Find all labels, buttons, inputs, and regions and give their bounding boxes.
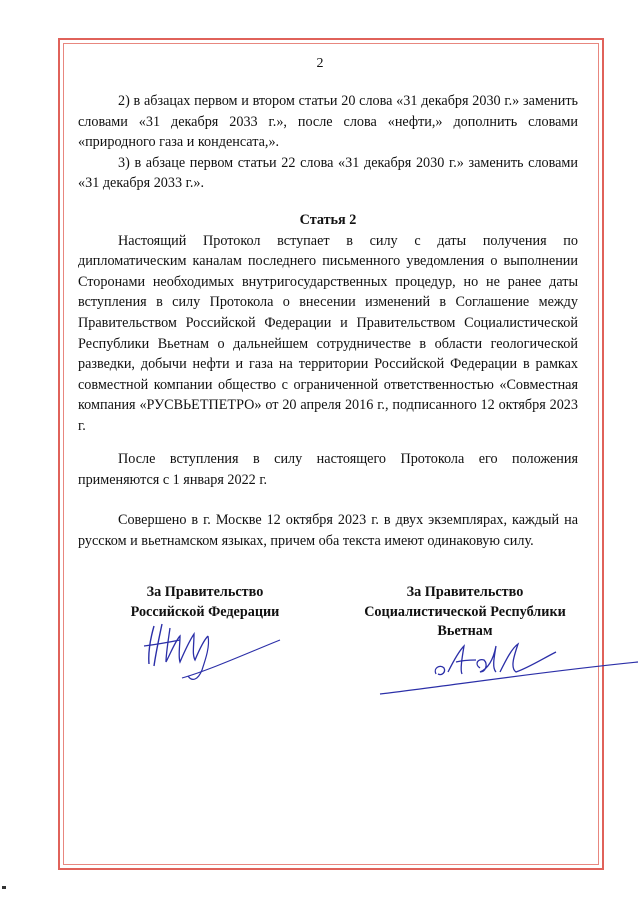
signatory-right-line1: За Правительство: [406, 584, 524, 600]
amendment-clauses: [78, 91, 578, 194]
article-heading: Статья 2: [299, 212, 357, 228]
signatory-right-line3: Вьетнам: [437, 623, 493, 639]
done-at-paragraph-block: [78, 510, 578, 551]
article-2: [78, 210, 578, 437]
page-number: 2: [316, 56, 324, 71]
application-paragraph: После вступления в силу настоящего Протокола его положения применяются с 1 января 2022 г.: [78, 451, 578, 488]
signatory-right-line2: Социалистической Республики: [364, 603, 566, 620]
signature-left: [140, 612, 290, 687]
signatory-left-line1: За Правительство: [146, 584, 264, 600]
signature-right: [378, 638, 640, 698]
signatory-left-line2: Российской Федерации: [130, 603, 280, 620]
signatory-right: [345, 583, 585, 642]
scan-mark: [2, 886, 6, 889]
clause-2: 2) в абзацах первом и втором статьи 20 слова «31 декабря 2030 г.» заменить словами «31 декабря 2033 г.», после слова «нефти,» дополнить словами «природного газа и конденсата,».: [78, 93, 578, 151]
application-paragraph-block: [78, 449, 578, 490]
entry-into-force-paragraph: Настоящий Протокол вступает в силу с даты получения по дипломатическим каналам последнего письменного уведомления о выполнении Сторонами необходимых внутригосударственных процедур, но не ранее даты вступления в силу Протокола о внесении изменений в Соглашение между Правительством Российской Федерации и Правительством Социалистической Республики Вьетнам о дальнейшем сотрудничестве в области геологической разведки, добычи нефти и газа на территории Российской Федерации в рамках совместной компании общество с ограниченной ответственностью «Совместная компания «РУСВЬЕТПЕТРО» от 20 апреля 2016 г., подписанного 12 октября 2023 г.: [78, 232, 578, 434]
done-at-paragraph: Совершено в г. Москве 12 октября 2023 г. в двух экземплярах, каждый на русском и вьетнамском языках, причем оба текста имеют одинаковую силу.: [78, 512, 578, 549]
clause-3: 3) в абзаце первом статьи 22 слова «31 декабря 2030 г.» заменить словами «31 декабря 2033 г.».: [78, 154, 578, 192]
